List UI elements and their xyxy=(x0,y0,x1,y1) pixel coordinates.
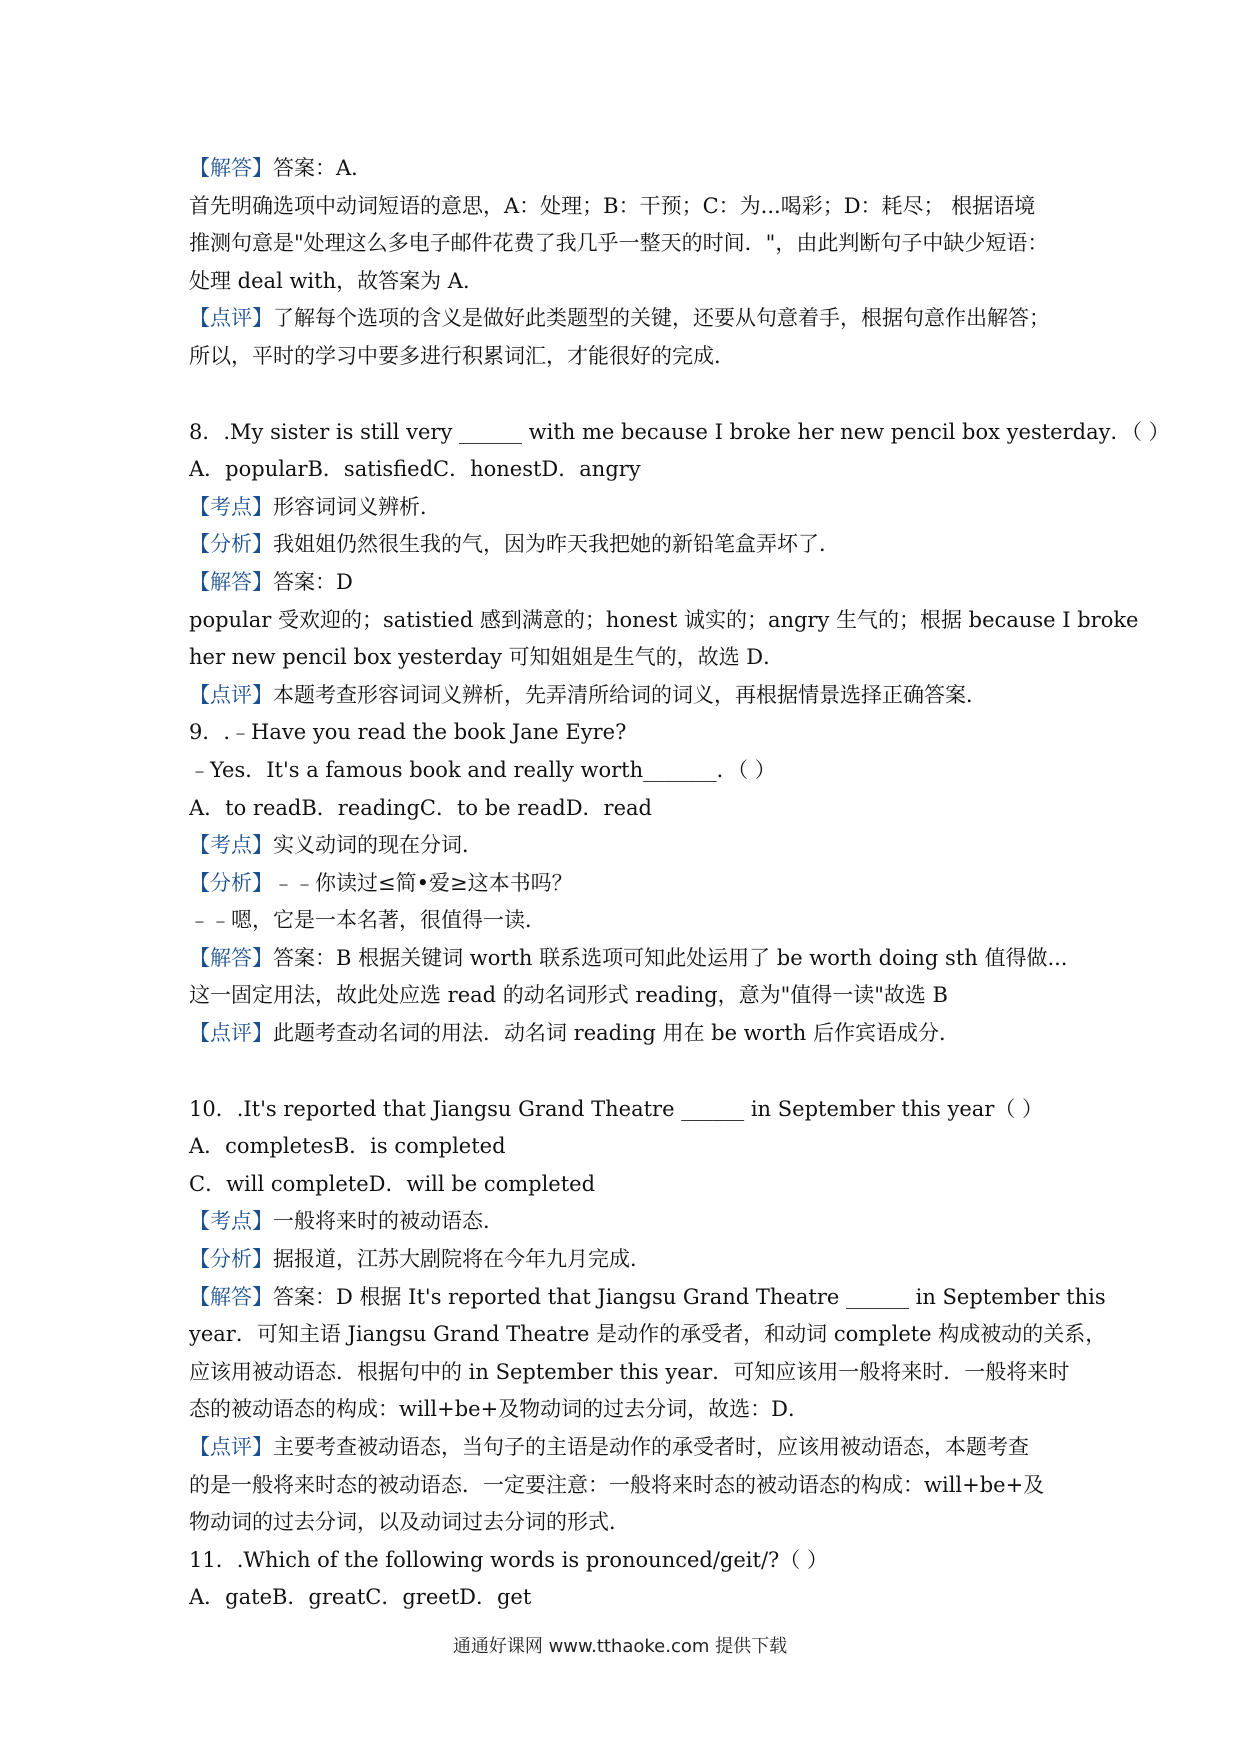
annotation-line xyxy=(189,1316,1107,1354)
line-text: 了解每个选项的含义是做好此类题型的关键，还要从句意着手，根据句意作出解答； xyxy=(273,306,1050,331)
line-text: popular 受欢迎的；satistied 感到满意的；honest 诚实的；angry 生气的；根据 because I broke xyxy=(189,607,1139,632)
line-text: 应该用被动语态．根据句中的 in September this year．可知应该用一般将来时．一般将来时 xyxy=(189,1359,1070,1384)
question-line xyxy=(189,714,1059,752)
question-line xyxy=(189,752,1059,790)
line-text: ﹣﹣你读过≤简•爱≥这本书吗？ xyxy=(273,870,573,895)
annotation-line xyxy=(189,1504,1059,1542)
section-gap xyxy=(189,376,1059,414)
annotation-line xyxy=(189,564,1059,602)
annotation-line xyxy=(189,902,1059,940)
annotation-line xyxy=(189,188,1059,226)
question-line xyxy=(189,1579,1059,1617)
annotation-line xyxy=(189,865,1059,903)
line-text: 处理 deal with，故答案为 A． xyxy=(189,268,484,293)
annotation-line xyxy=(189,940,1068,978)
annotation-line xyxy=(189,827,1059,865)
line-text: year．可知主语 Jiangsu Grand Theatre 是动作的承受者，和动词 complete 构成被动的关系， xyxy=(189,1322,1107,1347)
annotation-line xyxy=(189,1279,1106,1317)
section-tag: 【点评】 xyxy=(189,682,273,707)
annotation-line xyxy=(189,300,1059,338)
line-text: 首先明确选项中动词短语的意思，A：处理；B：干预；C：为...喝彩；D：耗尽； 根据语境 xyxy=(189,193,1036,218)
question-line xyxy=(189,1091,1059,1129)
question-line xyxy=(189,1128,1059,1166)
annotation-line xyxy=(189,489,1059,527)
line-text: 答案：A． xyxy=(273,156,373,180)
annotation-line xyxy=(189,639,1059,677)
annotation-line xyxy=(189,977,1059,1015)
line-text: 10．.It's reported that Jiangsu Grand Theatre ______ in September this year（ ） xyxy=(189,1096,1044,1121)
annotation-line xyxy=(189,1203,1059,1241)
line-text: ﹣﹣嗯，它是一本名著，很值得一读． xyxy=(189,908,546,933)
line-text: 的是一般将来时态的被动语态．一定要注意：一般将来时态的被动语态的构成：will+be+及 xyxy=(189,1472,1045,1497)
line-text: 8．.My sister is still very ______ with me because I broke her new pencil box yesterday．（ ） xyxy=(189,419,1170,444)
annotation-line xyxy=(189,1015,1059,1053)
line-text: 推测句意是"处理这么多电子邮件花费了我几乎一整天的时间．"，由此判断句子中缺少短语： xyxy=(189,231,1049,256)
line-text: 主要考查被动语态，当句子的主语是动作的承受者时，应该用被动语态，本题考查 xyxy=(273,1435,1029,1459)
section-tag: 【考点】 xyxy=(189,494,273,519)
annotation-line xyxy=(189,1429,1059,1467)
section-tag: 【点评】 xyxy=(189,306,273,331)
answer-content xyxy=(189,150,1170,1617)
line-text: A．to readB．readingC．to be readD．read xyxy=(189,795,652,820)
annotation-line xyxy=(189,150,1059,188)
line-text: C．will completeD．will be completed xyxy=(189,1171,596,1196)
section-tag: 【考点】 xyxy=(189,1209,273,1234)
line-text: 9．.﹣Have you read the book Jane Eyre? xyxy=(189,720,627,745)
annotation-line xyxy=(189,602,1139,640)
line-text: 我姐姐仍然很生我的气，因为昨天我把她的新铅笔盒弄坏了． xyxy=(273,532,840,557)
line-text: A．completesB．is completed xyxy=(189,1134,506,1159)
question-line xyxy=(189,790,1059,828)
section-tag: 【解答】 xyxy=(189,156,273,180)
line-text: her new pencil box yesterday 可知姐姐是生气的，故选 D． xyxy=(189,645,785,670)
section-tag: 【分析】 xyxy=(189,870,273,895)
section-tag: 【解答】 xyxy=(189,945,273,970)
section-tag: 【解答】 xyxy=(189,569,273,594)
annotation-line xyxy=(189,1241,1059,1279)
line-text: 本题考查形容词词义辨析，先弄清所给词的词义，再根据情景选择正确答案． xyxy=(273,682,987,707)
line-text: 答案：D xyxy=(273,569,353,594)
annotation-line xyxy=(189,263,1059,301)
section-tag: 【分析】 xyxy=(189,1247,273,1272)
annotation-line xyxy=(189,526,1059,564)
line-text: 形容词词义辨析． xyxy=(273,494,441,519)
line-text: 答案：B 根据关键词 worth 联系选项可知此处运用了 be worth doing sth 值得做... xyxy=(273,945,1068,970)
line-text: 此题考查动名词的用法．动名词 reading 用在 be worth 后作宾语成分． xyxy=(273,1021,960,1046)
question-line xyxy=(189,451,1059,489)
section-tag: 【分析】 xyxy=(189,532,273,557)
page-footer: 通通好课网 www.tthaoke.com 提供下载 xyxy=(452,1636,788,1657)
question-line xyxy=(189,414,1170,452)
section-tag: 【解答】 xyxy=(189,1284,273,1309)
annotation-line xyxy=(189,338,1059,376)
line-text: 一般将来时的被动语态． xyxy=(273,1209,504,1234)
section-gap xyxy=(189,1053,1059,1091)
section-tag: 【点评】 xyxy=(189,1021,273,1046)
line-text: 态的被动语态的构成：will+be+及物动词的过去分词，故选：D． xyxy=(189,1397,810,1422)
line-text: 实义动词的现在分词． xyxy=(273,833,483,858)
line-text: 这一固定用法，故此处应选 read 的动名词形式 reading，意为"值得一读"故选 B xyxy=(189,983,948,1008)
annotation-line xyxy=(189,1354,1070,1392)
line-text: ﹣Yes．It's a famous book and really worth_______．（ ） xyxy=(189,757,776,782)
line-text: 答案：D 根据 It's reported that Jiangsu Grand Theatre ______ in September this xyxy=(273,1284,1106,1309)
annotation-line xyxy=(189,1391,1059,1429)
annotation-line xyxy=(189,1467,1059,1505)
section-tag: 【点评】 xyxy=(189,1435,273,1459)
line-text: 11．.Which of the following words is pronounced/geit/?（ ） xyxy=(189,1547,828,1572)
question-line xyxy=(189,1166,1059,1204)
line-text: 所以，平时的学习中要多进行积累词汇，才能很好的完成． xyxy=(189,343,735,368)
line-text: 物动词的过去分词，以及动词过去分词的形式． xyxy=(189,1510,630,1535)
question-line xyxy=(189,1542,1059,1580)
line-text: 据报道，江苏大剧院将在今年九月完成． xyxy=(273,1247,651,1272)
annotation-line xyxy=(189,225,1059,263)
line-text: A．popularB．satisfiedC．honestD．angry xyxy=(189,457,641,482)
section-tag: 【考点】 xyxy=(189,833,273,858)
annotation-line xyxy=(189,677,1059,715)
line-text: A．gateB．greatC．greetD．get xyxy=(189,1585,532,1610)
